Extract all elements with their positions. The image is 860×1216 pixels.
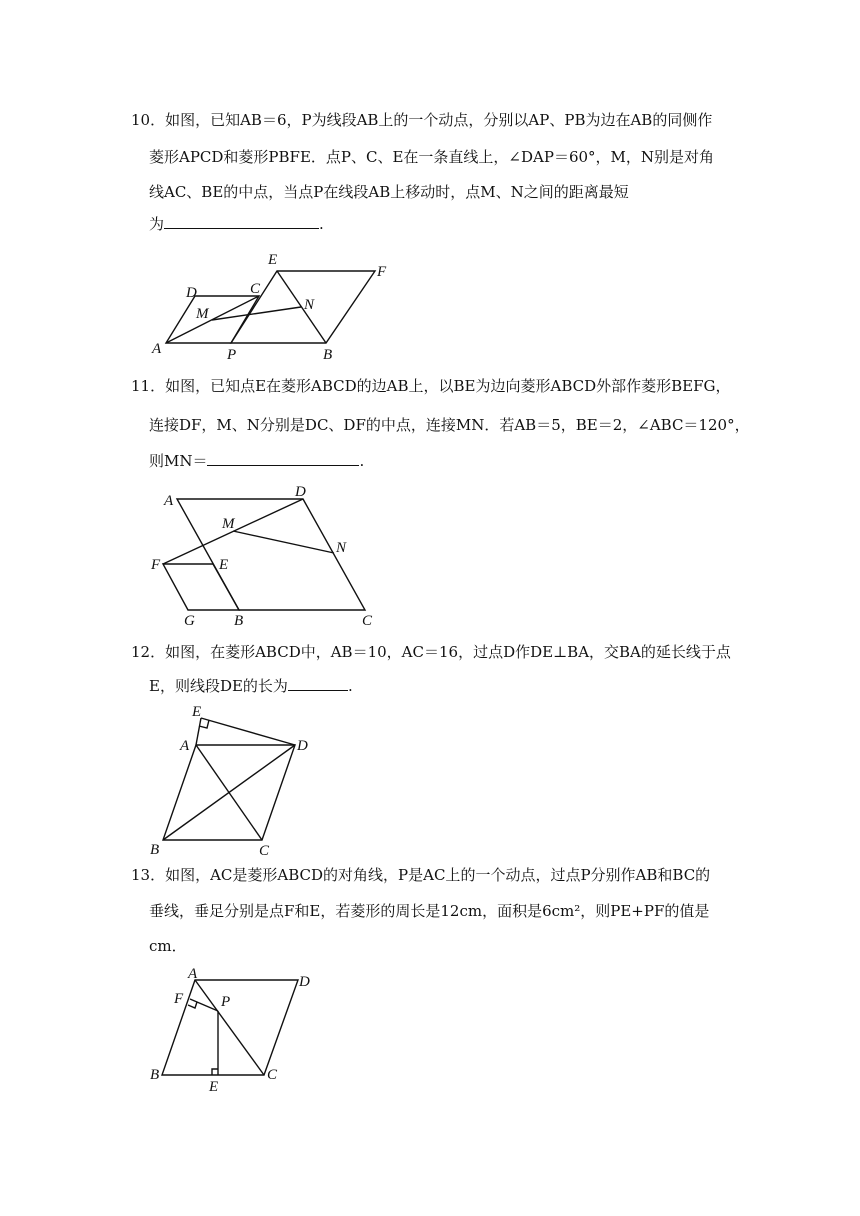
label-D: D (299, 974, 310, 990)
label-F: F (174, 991, 184, 1007)
label-P: P (227, 347, 237, 363)
label-B: B (150, 842, 160, 858)
problem-12-line-2-text: E，则线段DE的长为 (149, 677, 288, 695)
label-M: M (222, 516, 235, 532)
problem-10-line-4-text: 为 (149, 215, 165, 233)
label-F: F (151, 557, 161, 573)
label-B: B (150, 1067, 160, 1083)
problem-10-end: . (319, 215, 324, 233)
problem-11-line-3-text: 则MN＝ (149, 452, 208, 470)
label-D: D (295, 484, 306, 500)
label-E: E (209, 1079, 219, 1095)
label-C: C (250, 281, 261, 297)
label-A: A (188, 966, 198, 982)
label-A: A (164, 493, 174, 509)
label-F: F (377, 264, 387, 280)
label-D: D (186, 285, 197, 301)
label-B: B (234, 613, 244, 629)
label-N: N (304, 297, 315, 313)
label-C: C (362, 613, 373, 629)
right-angle-mark-E (212, 1069, 218, 1075)
label-E: E (219, 557, 229, 573)
label-A: A (152, 341, 162, 357)
label-C: C (267, 1067, 278, 1083)
problem-13-line-3: cm． (149, 937, 187, 955)
label-P: P (221, 994, 231, 1010)
problem-13-line-2: 垂线，垂足分别是点F和E，若菱形的周长是12cm，面积是6cm²，则PE+PF的值是 (149, 902, 710, 920)
label-A: A (180, 738, 190, 754)
problem-11-line-1: 11．如图，已知点E在菱形ABCD的边AB上，以BE为边向菱形ABCD外部作菱形BEFG， (131, 377, 731, 395)
label-M: M (196, 306, 209, 322)
problem-10-line-1: 10．如图，已知AB＝6，P为线段AB上的一个动点，分别以AP、PB为边在AB的同侧作 (131, 111, 713, 129)
label-N: N (336, 540, 347, 556)
label-C: C (259, 843, 270, 859)
problem-11-line-2: 连接DF，M、N分别是DC、DF的中点，连接MN．若AB＝5，BE＝2，∠ABC＝120°， (149, 416, 750, 434)
label-E: E (268, 252, 278, 268)
label-E: E (192, 704, 202, 720)
problem-10-line-3: 线AC、BE的中点，当点P在线段AB上移动时，点M、N之间的距离最短 (149, 183, 629, 201)
label-D: D (297, 738, 308, 754)
problem-10-line-2: 菱形APCD和菱形PBFE．点P、C、E在一条直线上，∠DAP＝60°，M，N别是对角 (149, 148, 715, 166)
problem-13-line-1: 13．如图，AC是菱形ABCD的对角线，P是AC上的一个动点，过点P分别作AB和BC的 (131, 866, 711, 884)
problem-11-end: . (359, 452, 365, 470)
problem-12-end: . (347, 677, 353, 695)
label-G: G (184, 613, 195, 629)
right-angle-mark-F (188, 1002, 197, 1008)
problem-12-line-1: 12．如图，在菱形ABCD中，AB＝10，AC＝16，过点D作DE⊥BA，交BA的延长线于点 (131, 643, 731, 661)
label-B: B (323, 347, 333, 363)
